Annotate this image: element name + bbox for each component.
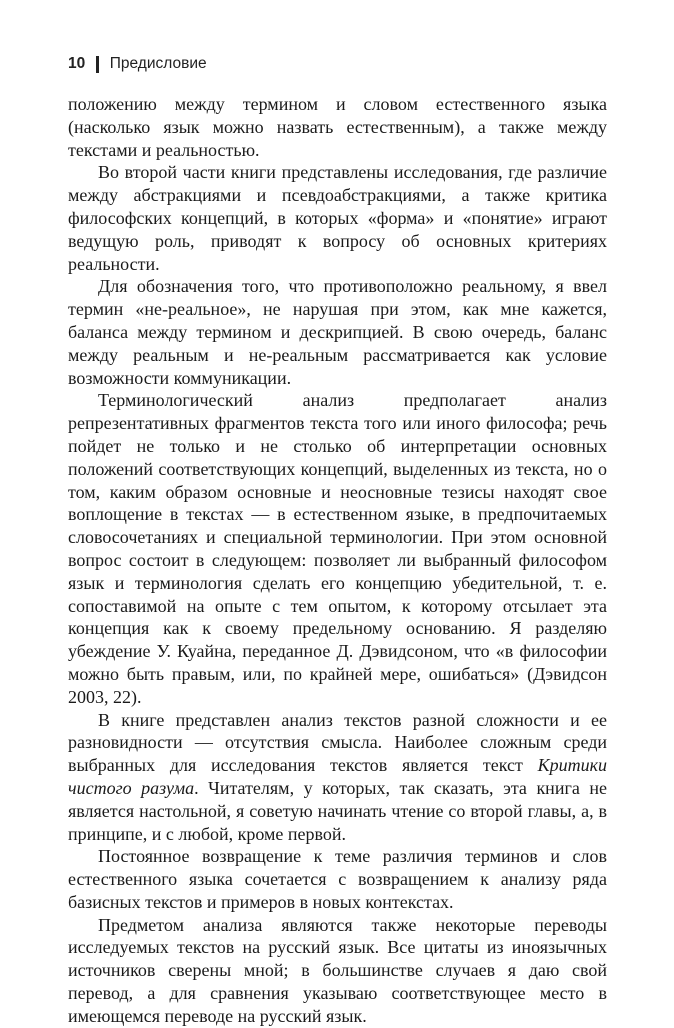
body-text [68, 93, 607, 1028]
text-run: Предметом анализа являются также некоторые переводы исследуемых текстов на русский язык. Все цитаты из иноязычных источников сверены мной; в большинстве случаев я даю свой перевод, а для сравнения указываю соответствующее место в имеющемся переводе на русский язык. [68, 914, 607, 1026]
text-run: . Читателям, у которых, так сказать, эта книга не является настольной, я советую начинать чтение со второй главы, а, в принципе, и с любой, кроме первой. [68, 777, 607, 844]
italic-title: Критики чистого разума [68, 755, 607, 798]
paragraph [68, 914, 607, 1028]
paragraph [68, 389, 607, 708]
paragraph [68, 845, 607, 913]
page-number: 10 [68, 55, 86, 72]
text-run: Во второй части книги представлены исследования, где различие между абстракциями и псевдоабстракциями, а также критика философских концепций, в которых «форма» и «понятие» играют ведущую роль, приводят к вопросу об основных критериях реальности. [68, 162, 607, 274]
text-run: В книге представлен анализ текстов разной сложности и ее разновидности — отсутствия смысла. Наиболее сложным среди выбранных для исследования текстов является текст [68, 709, 607, 776]
paragraph [68, 93, 607, 161]
running-header [68, 55, 207, 73]
text-run: Терминологический анализ предполагает анализ репрезентативных фрагментов текста того или иного философа; речь пойдет не только и не столько об интерпретации основных положений соответствующих концепций, выделенных из текста, но о том, каким образом основные и неосновные тезисы находят свое воплощение в текстах — в естественном языке, в предпочитаемых словосочетаниях и специальной терминологии. При этом основной вопрос состоит в следующем: позволяет ли выбранный философом язык и терминология сделать его концепцию убедительной, т. е. сопоставимой на опыте с тем опытом, к которому отсылает эта концепция как к своему предельному основанию. Я разделяю убеждение У. Куайна, переданное Д. Дэвидсоном, что «в философии можно быть правым, или, по крайней мере, ошибаться» (Дэвидсон 2003, 22). [68, 390, 607, 707]
paragraph [68, 161, 607, 275]
paragraph [68, 709, 607, 846]
text-run: Для обозначения того, что противоположно реальному, я ввел термин «не-реальное», не нарушая при этом, как мне кажется, баланса между термином и дескрипцией. В свою очередь, баланс между реальным и не-реальным рассматривается как условие возможности коммуникации. [68, 276, 607, 388]
section-title: Предисловие [109, 55, 207, 72]
header-separator [96, 56, 99, 73]
text-run: Постоянное возвращение к теме различия терминов и слов естественного языка сочетается с возвращением к анализу ряда базисных текстов и примеров в новых контекстах. [68, 846, 607, 912]
paragraph [68, 275, 607, 389]
text-run: положению между термином и словом естественного языка (насколько язык можно назвать естественным), а также между текстами и реальностью. [68, 94, 607, 160]
